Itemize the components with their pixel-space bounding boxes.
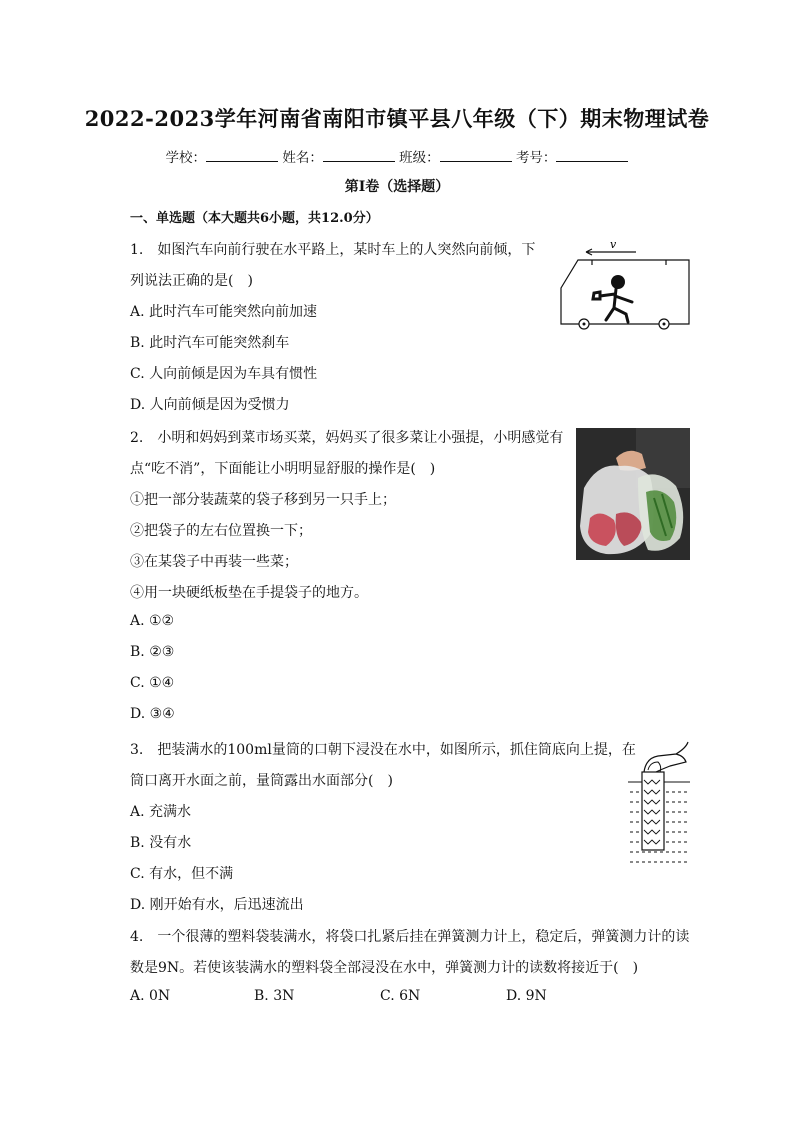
- q2-item-3: ③在某袋子中再装一些菜；: [130, 554, 298, 570]
- q4-option-b[interactable]: B. 3N: [254, 988, 295, 1004]
- q4-stem-line1: 4. 一个很薄的塑料袋装满水，将袋口扎紧后挂在弹簧测力计上，稳定后，弹簧测力计的读: [130, 929, 690, 945]
- class-blank[interactable]: [440, 147, 512, 162]
- car-figure: [556, 236, 696, 336]
- q2-option-c[interactable]: C. ①④: [130, 675, 175, 691]
- q2-option-d[interactable]: D. ③④: [130, 706, 175, 722]
- q3-option-a[interactable]: A. 充满水: [130, 804, 192, 820]
- q3-stem-line2: 筒口离开水面之前，量筒露出水面部分( ): [130, 773, 393, 789]
- person-body: [593, 289, 632, 322]
- velocity-label: v: [610, 238, 617, 251]
- q3-stem-line1: 3. 把装满水的100ml量筒的口朝下浸没在水中，如图所示，抓住筒底向上提，在: [130, 742, 636, 758]
- q4-stem-line2: 数是9N。若使该装满水的塑料袋全部浸没在水中，弹簧测力计的读数将接近于( ): [130, 960, 639, 976]
- q3-option-c[interactable]: C. 有水，但不满: [130, 866, 234, 882]
- q1-stem-line2: 列说法正确的是( ): [130, 273, 253, 289]
- q4-option-a[interactable]: A. 0N: [130, 988, 171, 1004]
- q2-option-a[interactable]: A. ①②: [130, 613, 175, 629]
- q1-stem-line1: 1. 如图汽车向前行驶在水平路上，某时车上的人突然向前倾，下: [130, 242, 536, 258]
- part-heading: 第I卷（选择题）: [344, 179, 450, 195]
- shopping-bags-photo: [576, 428, 690, 560]
- q2-item-1: ①把一部分装蔬菜的袋子移到另一只手上；: [130, 492, 396, 508]
- q1-option-c[interactable]: C. 人向前倾是因为车具有惯性: [130, 366, 318, 382]
- q2-stem-line2: 点“吃不消”，下面能让小明明显舒服的操作是( ): [130, 461, 436, 477]
- class-label: 班级：: [399, 150, 440, 166]
- school-label: 学校：: [165, 150, 207, 166]
- number-label: 考号：: [515, 150, 557, 166]
- q2-option-b[interactable]: B. ②③: [130, 644, 175, 660]
- q4-option-d[interactable]: D. 9N: [506, 988, 547, 1004]
- q4-option-c[interactable]: C. 6N: [380, 988, 421, 1004]
- q3-option-d[interactable]: D. 刚开始有水，后迅速流出: [130, 897, 304, 913]
- q2-item-4: ④用一块硬纸板垫在手提袋子的地方。: [130, 585, 368, 601]
- name-blank[interactable]: [323, 147, 395, 162]
- school-blank[interactable]: [206, 147, 278, 162]
- q2-stem-line1: 2. 小明和妈妈到菜市场买菜，妈妈买了很多菜让小强提，小明感觉有: [130, 430, 564, 446]
- q1-option-a[interactable]: A. 此时汽车可能突然向前加速: [130, 304, 318, 320]
- person-head: [611, 275, 625, 289]
- q1-option-b[interactable]: B. 此时汽车可能突然刹车: [130, 335, 290, 351]
- q3-option-b[interactable]: B. 没有水: [130, 835, 192, 851]
- student-info-line: [0, 146, 794, 166]
- hand-gripping: [644, 742, 688, 772]
- section-heading: 一、单选题（本大题共6小题，共12.0分）: [130, 211, 379, 226]
- cylinder-water-figure: [626, 740, 692, 868]
- name-label: 姓名：: [282, 150, 323, 166]
- number-blank[interactable]: [556, 147, 628, 162]
- q1-option-d[interactable]: D. 人向前倾是因为受惯力: [130, 397, 290, 413]
- exam-title: 2022-2023学年河南省南阳市镇平县八年级（下）期末物理试卷: [84, 106, 710, 131]
- q2-item-2: ②把袋子的左右位置换一下；: [130, 523, 312, 539]
